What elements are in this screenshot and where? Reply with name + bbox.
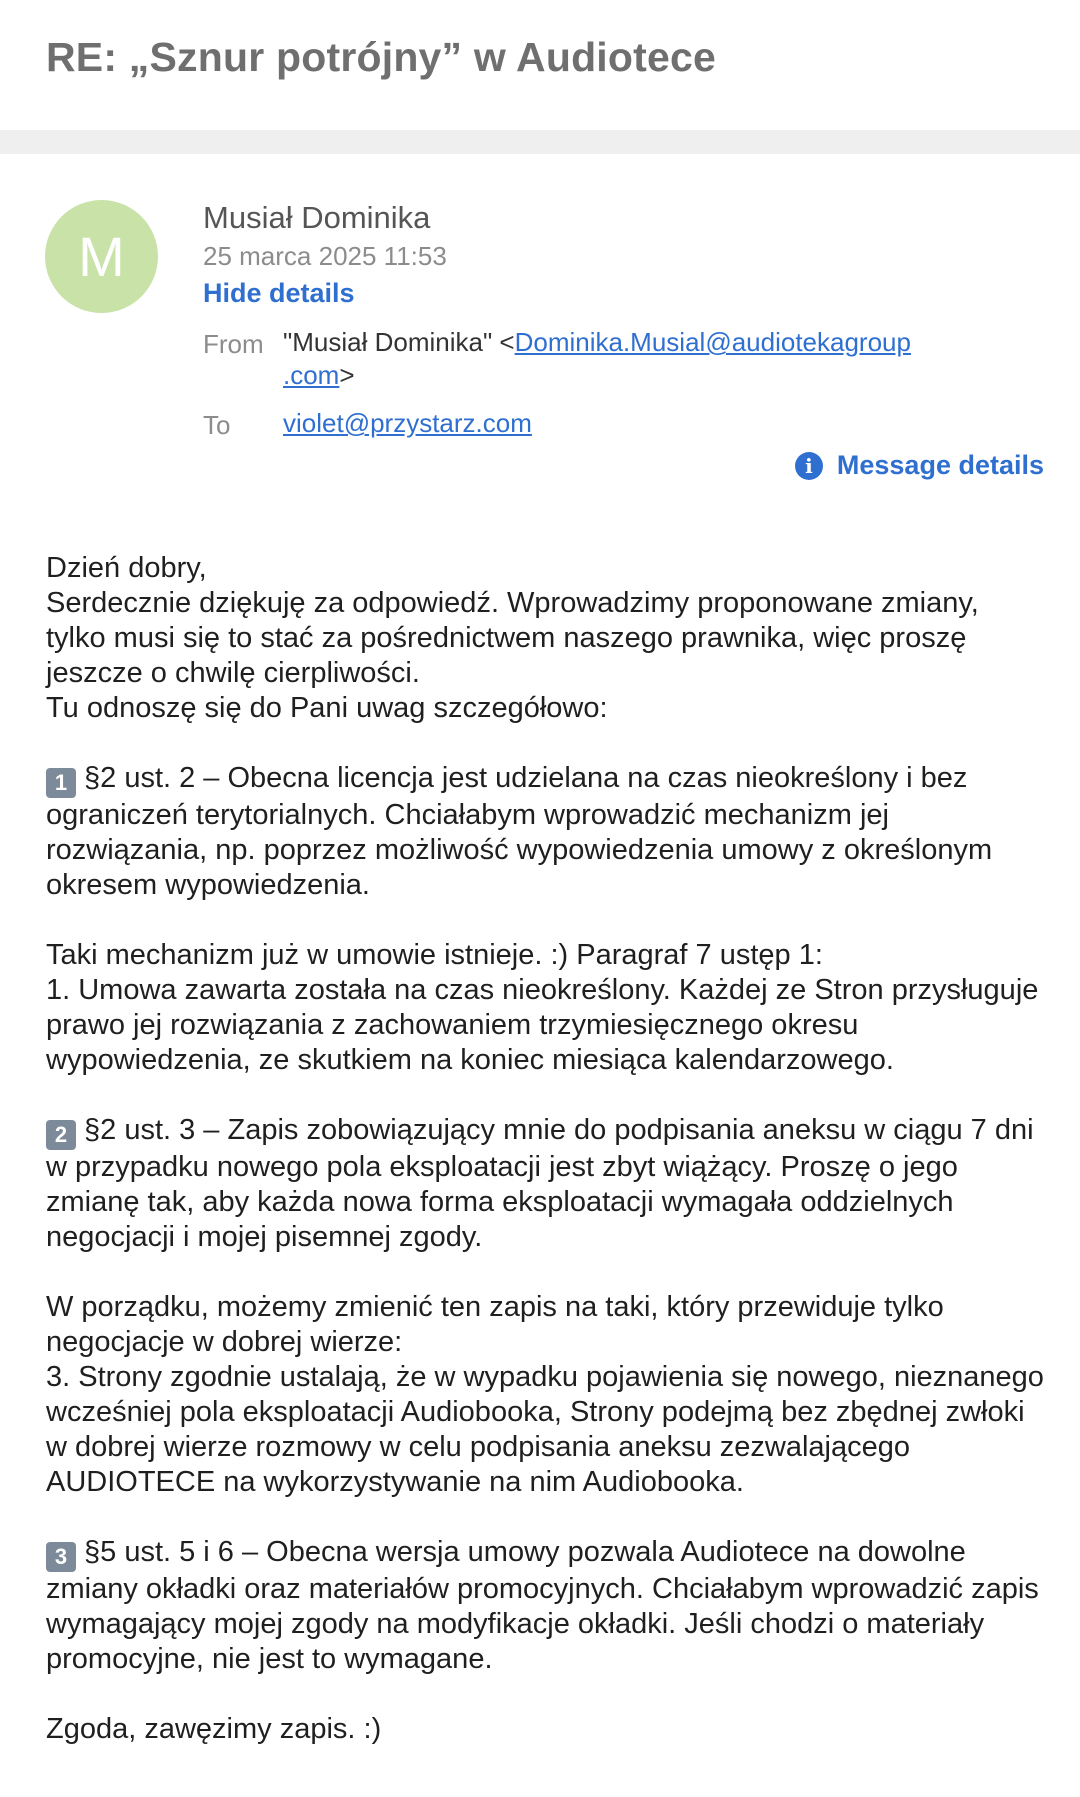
from-label: From xyxy=(203,329,264,359)
reply-1-quote: 1. Umowa zawarta została na czas nieokreślony. Każdej ze Stron przysługuje prawo jej rozwiązania z zachowaniem trzymiesięcznego okresu wypowiedzenia, ze skutkiem na koniec miesiąca kalendarzowego. xyxy=(46,974,1039,1076)
message-body xyxy=(46,551,1046,1747)
email-subject: RE: „Sznur potrójny” w Audiotece xyxy=(46,34,717,80)
keycap-2-icon: 2 xyxy=(46,1120,76,1150)
hide-details-link[interactable]: Hide details xyxy=(203,278,355,308)
item-3: 3 §5 ust. 5 i 6 – Obecna wersja umowy pozwala Audiotece na dowolne zmiany okładki oraz materiałów promocyjnych. Chciałabym wprowadzić zapis wymagający mojej zgody na modyfikacje okładki. Jeśli chodzi o materiały promocyjne, nie jest to wymagane. xyxy=(46,1536,1039,1675)
reply-3: Zgoda, zawęzimy zapis. :) xyxy=(46,1713,382,1745)
from-close: > xyxy=(339,360,355,390)
reply-2-intro: W porządku, możemy zmienić ten zapis na taki, który przewiduje tylko negocjacje w dobrej wierze: xyxy=(46,1291,944,1358)
reply-2-quote: 3. Strony zgodnie ustalają, że w wypadku pojawienia się nowego, nieznanego wcześniej pola eksploatacji Audiobooka, Strony podejmą bez zbędnej zwłoki w dobrej wierze rozmowy w celu podpisania aneksu zezwalającego AUDIOTECE na wykorzystywanie na nim Audiobooka. xyxy=(46,1361,1044,1498)
message-details-button[interactable] xyxy=(795,450,1044,481)
from-name: "Musiał Dominika" < xyxy=(283,327,515,357)
from-email-link[interactable]: Dominika.Musial@audiotekagroup .com xyxy=(283,327,911,390)
intro-note: Tu odnoszę się do Pani uwag szczegółowo: xyxy=(46,692,608,724)
keycap-1-icon: 1 xyxy=(46,768,76,798)
sender-name: Musiał Dominika xyxy=(203,200,431,235)
message-details-label: Message details xyxy=(836,450,1044,480)
intro-paragraph: Serdecznie dziękuję za odpowiedź. Wprowadzimy proponowane zmiany, tylko musi się to stać za pośrednictwem naszego prawnika, więc proszę jeszcze o chwilę cierpliwości. xyxy=(46,587,979,689)
avatar-letter: M xyxy=(78,225,125,288)
reply-1-intro: Taki mechanizm już w umowie istnieje. :) Paragraf 7 ustęp 1: xyxy=(46,939,823,971)
item-1: 1 §2 ust. 2 – Obecna licencja jest udzielana na czas nieokreślony i bez ograniczeń terytorialnych. Chciałabym wprowadzić mechanizm jej rozwiązania, np. poprzez możliwość wypowiedzenia umowy z określonym okresem wypowiedzenia. xyxy=(46,762,993,901)
message-date: 25 marca 2025 11:53 xyxy=(203,241,447,271)
header-divider xyxy=(0,130,1080,154)
info-icon: i xyxy=(795,452,823,480)
keycap-3-icon: 3 xyxy=(46,1542,76,1572)
to-email-link[interactable]: violet@przystarz.com xyxy=(283,408,532,438)
from-value xyxy=(283,326,911,392)
greeting: Dzień dobry, xyxy=(46,552,207,584)
avatar[interactable] xyxy=(45,200,158,313)
subject-bar xyxy=(0,0,1080,130)
to-label: To xyxy=(203,410,231,440)
to-value xyxy=(283,407,532,440)
item-2: 2 §2 ust. 3 – Zapis zobowiązujący mnie do podpisania aneksu w ciągu 7 dni w przypadku nowego pola eksploatacji jest zbyt wiążący. Proszę o jego zmianę tak, aby każda nowa forma eksploatacji wymagała oddzielnych negocjacji i mojej pisemnej zgody. xyxy=(46,1114,1034,1253)
